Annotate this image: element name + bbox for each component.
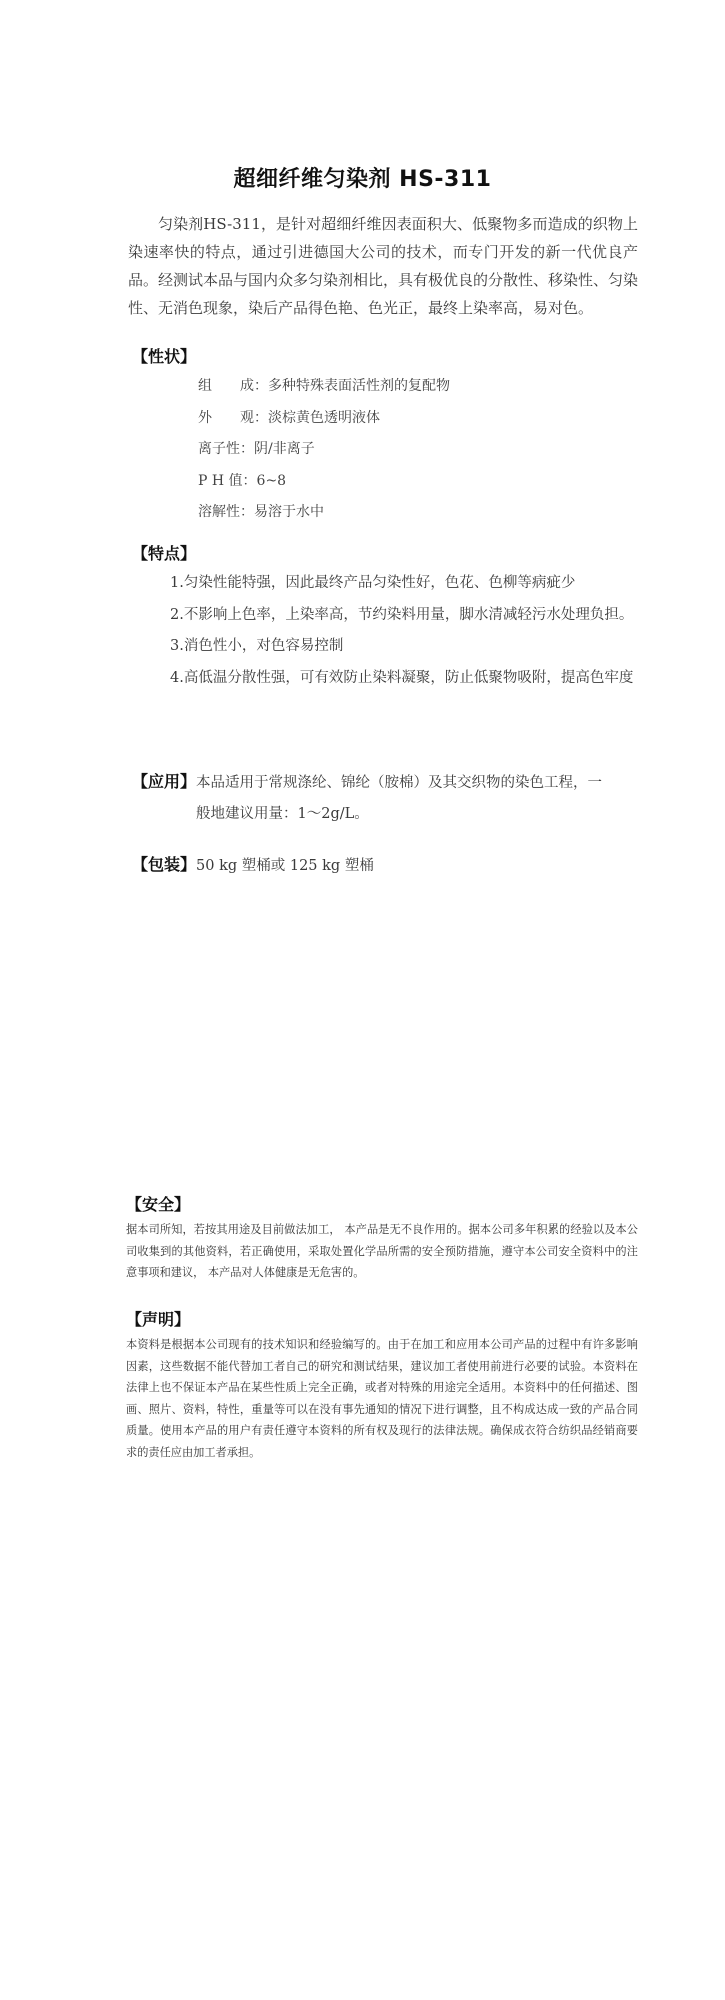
property-value: 多种特殊表面活性剂的复配物 (268, 378, 450, 394)
application-section (132, 766, 642, 830)
safety-text: 据本司所知，若按其用途及目前做法加工， 本产品是无不良作用的。据本公司多年积累的经验以及本公司收集到的其他资料，若正确使用，采取处置化学品所需的安全预防措施，遵守本公司安全资料中的注意事项和建议， 本产品对人体健康是无危害的。 (126, 1223, 638, 1279)
disclaimer-section (126, 1307, 638, 1463)
property-value: 阴/非离子 (254, 441, 315, 457)
property-ionicity (198, 434, 450, 466)
disclaimer-text: 本资料是根据本公司现有的技术知识和经验编写的。由于在加工和应用本公司产品的过程中有许多影响因素，这些数据不能代替加工者自己的研究和测试结果，建议加工者使用前进行必要的试验。本资料在法律上也不保证本产品在某些性质上完全正确，或者对特殊的用途完全适用。本资料中的任何描述、图画、照片、资料，特性，重量等可以在没有事先通知的情况下进行调整，且不构成达成一致的产品合同质量。使用本产品的用户有责任遵守本资料的所有权及现行的法律法规。确保成衣符合纺织品经销商要求的责任应由加工者承担。 (126, 1338, 638, 1459)
property-label: 组 成： (198, 378, 268, 394)
application-text-line1: 本品适用于常规涤纶、锦纶（胺棉）及其交织物的染色工程，一 (196, 775, 603, 791)
packaging-heading: 【包装】 (132, 855, 197, 874)
property-label: P H 值： (198, 472, 257, 489)
feature-item: 1.匀染性能特强，因此最终产品匀染性好，色花、色柳等病疵少 (170, 575, 576, 591)
property-label: 离子性： (198, 441, 254, 457)
property-value: 易溶于水中 (254, 504, 324, 520)
property-value: 6~8 (256, 472, 287, 489)
application-text-line2: 般地建议用量：1～2g/L。 (196, 806, 369, 822)
properties-list (198, 371, 450, 529)
packaging-section (132, 852, 374, 875)
disclaimer-heading: 【声明】 (126, 1310, 191, 1329)
application-heading: 【应用】 (132, 772, 197, 791)
safety-section (126, 1192, 638, 1284)
property-label: 溶解性： (198, 504, 254, 520)
intro-paragraph: 匀染剂HS-311，是针对超细纤维因表面积大、低聚物多而造成的织物上染速率快的特点，通过引进德国大公司的技术，而专门开发的新一代优良产品。经测试本品与国内众多匀染剂相比，具有极优良的分散性、移染性、匀染性、无消色现象，染后产品得色艳、色光正，最终上染率高，易对色。 (128, 215, 639, 317)
property-composition (198, 371, 450, 403)
features-heading: 【特点】 (132, 544, 197, 563)
property-appearance (198, 403, 450, 435)
document-title: 超细纤维匀染剂 HS-311 (233, 167, 492, 192)
properties-heading: 【性状】 (132, 347, 197, 366)
property-value: 淡棕黄色透明液体 (268, 409, 380, 426)
safety-heading: 【安全】 (126, 1195, 191, 1214)
feature-item: 4.高低温分散性强，可有效防止染料凝聚，防止低聚物吸附，提高色牢度 (170, 669, 634, 686)
property-label: 外 观： (198, 409, 268, 426)
features-list (170, 568, 640, 694)
property-ph (198, 466, 450, 498)
packaging-text: 50 kg 塑桶或 125 kg 塑桶 (196, 858, 374, 874)
feature-item: 3.消色性小，对色容易控制 (170, 638, 344, 654)
feature-item: 2.不影响上色率，上染率高，节约染料用量，脚水清减轻污水处理负担。 (170, 606, 634, 623)
property-solubility (198, 497, 450, 529)
